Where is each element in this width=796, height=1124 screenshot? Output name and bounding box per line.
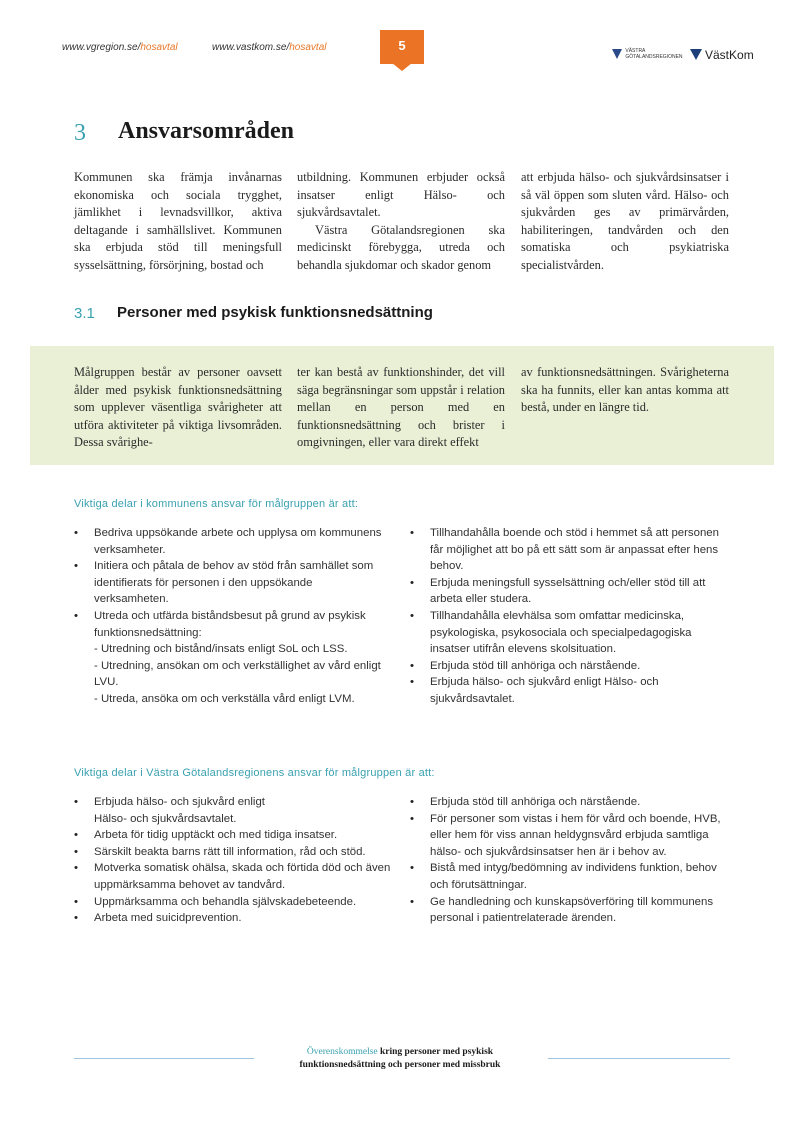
paragraph: Västra Götalandsregionen ska medicinskt förebygga, utreda och behandla sjukdomar och skador genom <box>297 222 505 272</box>
vastkom-logo-text: VästKom <box>705 48 754 62</box>
region-list-right <box>410 794 732 927</box>
list-item-text: Utreda och utfärda biståndsbesut på grund av psykisk funktionsnedsättning: <box>94 609 366 639</box>
footer-divider-right <box>548 1058 730 1059</box>
vastkom-logo <box>690 48 754 62</box>
list-item-text: Bedriva uppsökande arbete och upplysa om kommunens verksamheter. <box>94 527 382 556</box>
link-accent: hosavtal <box>140 42 178 53</box>
link-accent: hosavtal <box>289 42 327 53</box>
paragraph: utbildning. Kommunen erbjuder också insatser enligt Hälso- och sjukvårdsavtalet. <box>297 170 505 220</box>
kommun-list-heading: Viktiga delar i kommunens ansvar för målgruppen är att: <box>74 498 359 510</box>
vastkom-logo-mark-icon <box>690 49 702 60</box>
list-item <box>74 525 384 558</box>
vgr-logo-text-2: GÖTALANDSREGIONEN <box>625 54 683 60</box>
paragraph: Kommunen ska främja invånarnas ekonomiska och sociala trygghet, jämlikhet i levnadsvillkor, aktiva deltagande i samhällslivet. Kommunen ska erbjuda stöd till meningsfull sysselsättning, försörjning, bostad och <box>74 170 282 272</box>
paragraph: Målgruppen består av personer oavsett ålder med psykisk funktionsnedsättning som upplever väsentliga svårigheter att utföra aktiviteter på viktiga livsområden. Dessa svårighe- <box>74 365 282 450</box>
list-subitem: - Utredning, ansökan om och verkställighet av vård enligt LVU. <box>94 659 381 689</box>
list-item: • Tillhandahålla boende och stöd i hemmet så att personen får möjlighet att bo på ett sätt som är anpassat efter hens behov. <box>410 525 722 575</box>
list-item: • Uppmärksamma och behandla självskadebeteende. <box>74 894 396 911</box>
list-item: • Erbjuda stöd till anhöriga och närstående. <box>410 794 732 811</box>
list-item: • Erbjuda hälso- och sjukvård enligt Hälso- och sjukvårdsavtalet. <box>410 674 722 707</box>
list-item: • Erbjuda meningsfull sysselsättning och/eller stöd till att arbeta eller studera. <box>410 575 722 608</box>
footer-title <box>260 1046 540 1072</box>
section-number: 3 <box>74 120 86 146</box>
list-subitem: - Utreda, ansöka om och verkställa vård enligt LVM. <box>94 692 355 705</box>
vgregion-link[interactable] <box>62 42 178 53</box>
footer-title-line1: kring personer med psykisk <box>377 1047 494 1057</box>
vgr-logo-text-1: VÄSTRA <box>625 48 646 54</box>
list-item: • Tillhandahålla elevhälsa som omfattar medicinska, psykologiska, psykosociala och specialpedagogiska insatser utifrån elevens skolsituation. <box>410 608 722 658</box>
box-column-2 <box>297 364 505 452</box>
list-item <box>74 558 384 608</box>
page-number: 5 <box>380 30 424 64</box>
list-item: • För personer som vistas i hem för vård och boende, HVB, eller hem för viss annan heldygnsvård erbjuda samtliga hälso- och sjukvårdsinsatser hen är i behov av. <box>410 811 732 861</box>
footer-title-line2: funktionsnedsättning och personer med missbruk <box>299 1060 501 1070</box>
section-column-2 <box>297 169 505 275</box>
list-subitem: - Utredning och bistånd/insats enligt SoL och LSS. <box>94 643 348 656</box>
vgr-logo-mark-icon <box>612 49 622 59</box>
list-item: • Bistå med intyg/bedömning av individens funktion, behov och förutsättningar. <box>410 860 732 893</box>
list-item: • Motverka somatisk ohälsa, skada och förtida död och även uppmärksamma behovet av tandvård. <box>74 860 396 893</box>
kommun-list-right <box>410 525 722 708</box>
box-column-3 <box>521 364 729 417</box>
vgr-logo <box>612 48 683 60</box>
region-list-left <box>74 794 396 927</box>
list-item: • Erbjuda stöd till anhöriga och närstående. <box>410 658 722 675</box>
link-base: www.vgregion.se/ <box>62 42 141 53</box>
list-item: • Särskilt beakta barns rätt till information, råd och stöd. <box>74 844 396 861</box>
list-item: • Arbeta med suicidprevention. <box>74 910 396 927</box>
link-base: www.vastkom.se/ <box>212 42 290 53</box>
list-item: • Erbjuda hälso- och sjukvård enligt Hälso- och sjukvårdsavtalet. <box>74 794 396 827</box>
list-item <box>74 608 384 708</box>
box-column-1 <box>74 364 282 452</box>
list-item: • Arbeta för tidig upptäckt och med tidiga insatser. <box>74 827 396 844</box>
list-item-text: Initiera och påtala de behov av stöd från samhället som identifierats för personen i den uppsökande verksamheten. <box>94 560 374 606</box>
footer-title-accent: Överenskommelse <box>306 1047 378 1057</box>
section-title: Ansvarsområden <box>118 118 295 144</box>
paragraph: att erbjuda hälso- och sjukvårdsinsatser i så väl öppen som sluten vård. Hälso- och sjukvården ges av primärvården, habiliteringen, tandvården och den somatiska och psykiatriska specialistvården. <box>521 170 729 272</box>
subsection-title: Personer med psykisk funktionsnedsättning <box>117 304 433 321</box>
subsection-number: 3.1 <box>74 305 95 322</box>
paragraph: ter kan bestå av funktionshinder, det vill säga begränsningar som uppstår i relation mellan en person med en funktionsnedsättning och brister i omgivningen, eller vara direkt effekt <box>297 365 505 450</box>
vastkom-link[interactable] <box>212 42 327 53</box>
list-item: • Ge handledning och kunskapsöverföring till kommunens personal i patientrelaterade ärenden. <box>410 894 732 927</box>
paragraph: av funktionsnedsättningen. Svårigheterna ska ha funnits, eller kan antas komma att bestå, under en längre tid. <box>521 365 729 415</box>
region-list-heading: Viktiga delar i Västra Götalandsregionens ansvar för målgruppen är att: <box>74 767 435 779</box>
kommun-list-left <box>74 525 384 708</box>
section-column-3 <box>521 169 729 275</box>
section-column-1 <box>74 169 282 275</box>
footer-divider-left <box>74 1058 254 1059</box>
